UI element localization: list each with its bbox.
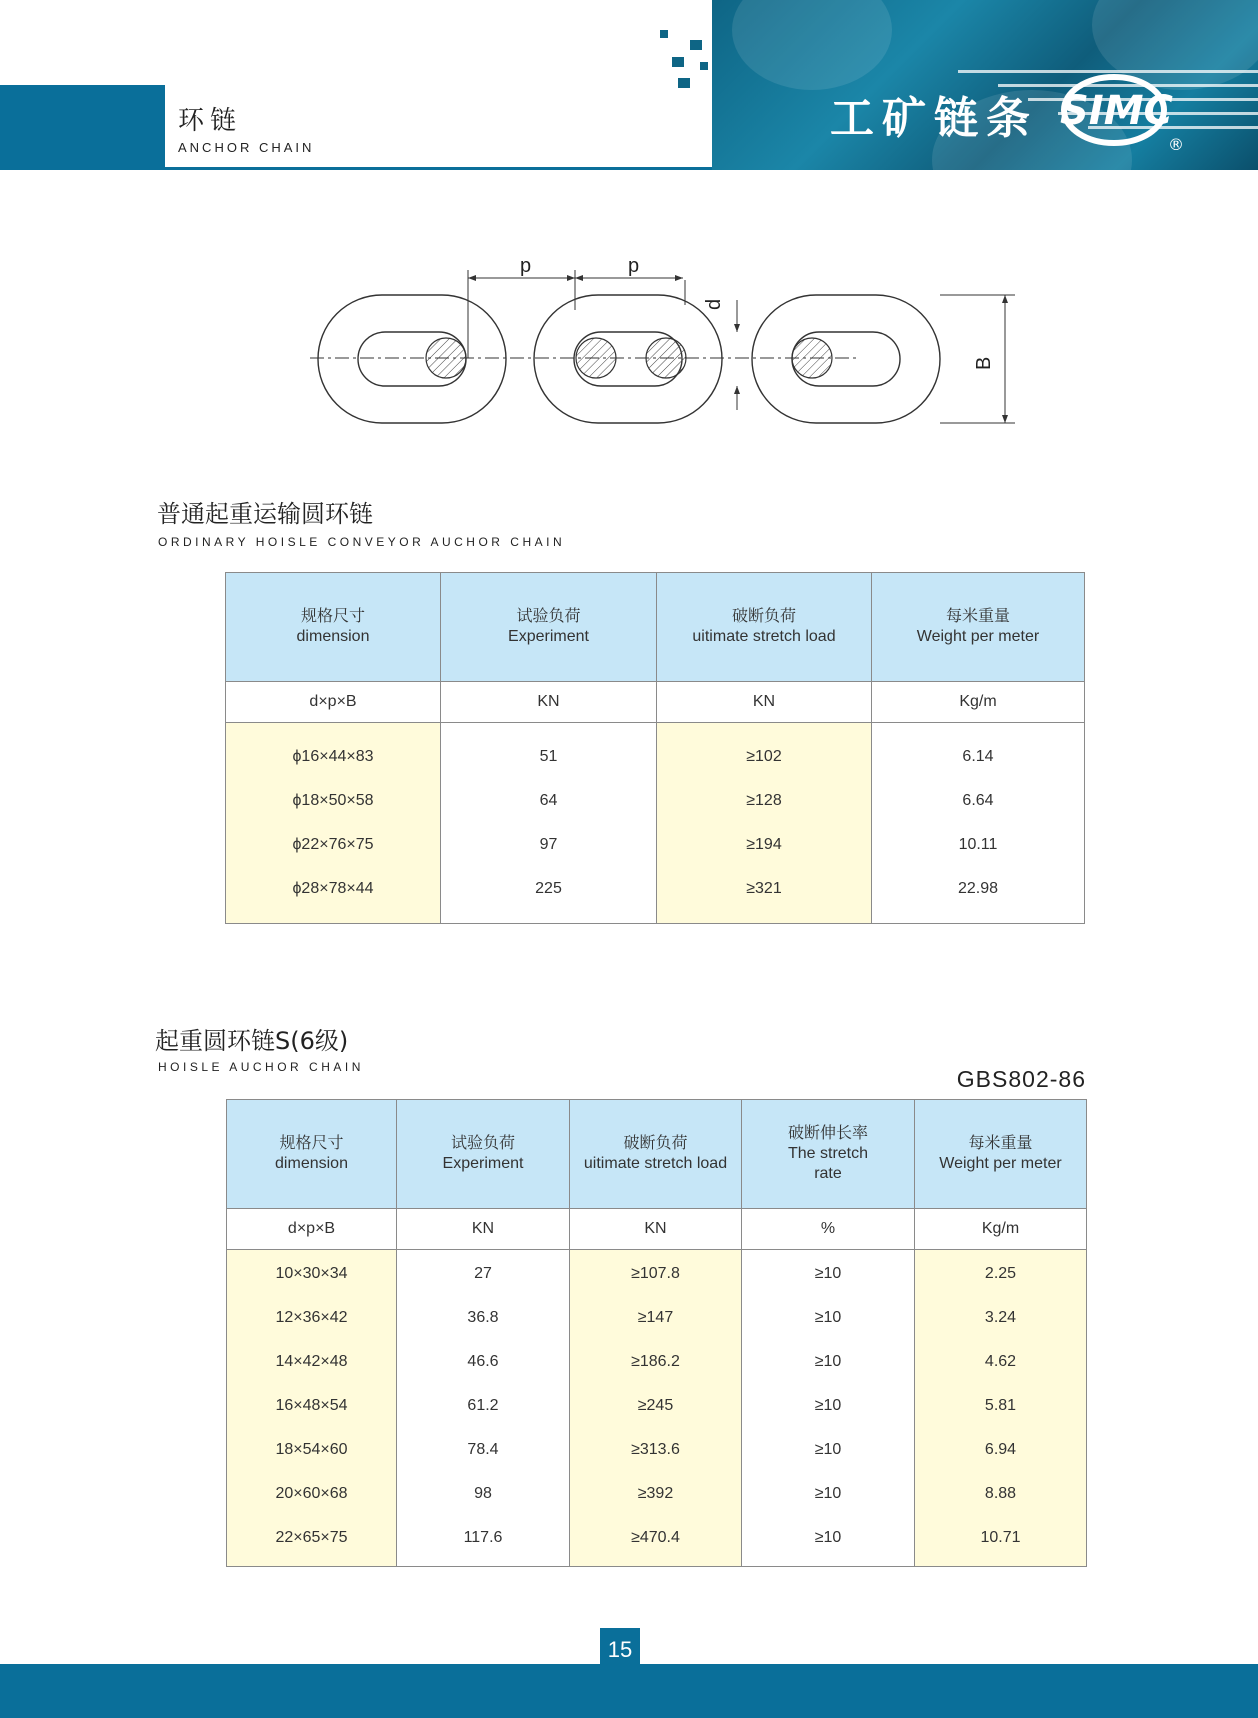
dimension-value: ϕ16×44×83 (292, 748, 374, 765)
load-value: ≥245 (637, 1397, 674, 1414)
experiment-value: 225 (535, 880, 562, 897)
experiment-value: 98 (474, 1485, 492, 1502)
header-cell: 破断负荷 uitimate stretch load (570, 1100, 742, 1209)
experiment-value: 36.8 (467, 1309, 499, 1326)
experiment-value: 64 (539, 792, 558, 809)
unit-cell: KN (441, 682, 657, 723)
table-header-row (227, 1100, 1087, 1209)
page-title-cn: 环链 (178, 106, 243, 136)
weight-value: 22.98 (957, 880, 999, 897)
decor-square (690, 40, 702, 50)
dimension-value: ϕ22×76×75 (292, 836, 374, 853)
load-value: ≥313.6 (631, 1441, 680, 1458)
experiment-value: 27 (474, 1265, 492, 1282)
load-value: ≥102 (746, 748, 782, 765)
pitch-label: p (628, 255, 640, 277)
experiment-value: 78.4 (467, 1441, 499, 1458)
weight-column (915, 1250, 1087, 1567)
experiment-value: 117.6 (463, 1529, 503, 1546)
page-title-en: ANCHOR CHAIN (178, 140, 315, 155)
weight-value: 10.11 (958, 836, 998, 853)
experiment-value: 97 (539, 836, 558, 853)
section1-subtitle: ORDINARY HOISLE CONVEYOR AUCHOR CHAIN (158, 535, 566, 549)
chain-diagram (300, 250, 1040, 440)
decor-square (678, 78, 690, 88)
table-units-row (226, 682, 1085, 723)
load-value: ≥107.8 (631, 1265, 680, 1282)
dimension-value: 16×48×54 (275, 1397, 348, 1414)
experiment-value: 61.2 (467, 1397, 499, 1414)
dimension-column (226, 723, 441, 924)
weight-value: 2.25 (984, 1265, 1017, 1282)
section2-subtitle: HOISLE AUCHOR CHAIN (158, 1060, 364, 1074)
table-data-row (226, 723, 1085, 924)
dimension-column (227, 1250, 397, 1567)
unit-cell: KN (570, 1209, 742, 1250)
weight-value: 8.88 (984, 1485, 1017, 1502)
unit-cell: % (742, 1209, 915, 1250)
experiment-value: 51 (539, 748, 558, 765)
dimension-value: 10×30×34 (275, 1265, 348, 1282)
hoisle-chain-table (226, 1099, 1087, 1567)
standard-code: GBS802-86 (956, 1066, 1086, 1092)
experiment-value: 46.6 (467, 1353, 499, 1370)
diameter-label: d (703, 298, 725, 310)
load-value: ≥128 (746, 792, 782, 809)
width-label: B (973, 356, 995, 370)
header-cell: 每米重量 Weight per meter (872, 573, 1085, 682)
unit-cell: d×p×B (227, 1209, 397, 1250)
weight-value: 6.64 (962, 792, 994, 809)
load-value: ≥321 (746, 880, 782, 897)
dimension-value: 12×36×42 (275, 1309, 348, 1326)
header-cell: 试验负荷 Experiment (397, 1100, 570, 1209)
header-cell: 规格尺寸 dimension (227, 1100, 397, 1209)
footer-bar (0, 1664, 1258, 1718)
header-left-block (0, 85, 165, 170)
load-value: ≥194 (746, 836, 782, 853)
header-cell: 试验负荷 Experiment (441, 573, 657, 682)
logo-text: SIMC (1060, 88, 1173, 134)
table-data-row (227, 1250, 1087, 1567)
load-value: ≥392 (637, 1485, 674, 1502)
weight-value: 6.94 (984, 1441, 1017, 1458)
unit-cell: KN (397, 1209, 570, 1250)
pitch-label: p (520, 255, 532, 277)
stretch-value: ≥10 (814, 1353, 842, 1370)
load-value: ≥186.2 (631, 1353, 680, 1370)
unit-cell: d×p×B (226, 682, 441, 723)
registered-mark: ® (1168, 135, 1184, 152)
stretch-column (742, 1250, 915, 1567)
unit-cell: Kg/m (872, 682, 1085, 723)
weight-value: 3.24 (984, 1309, 1017, 1326)
header-cell: 破断负荷 uitimate stretch load (657, 573, 872, 682)
dimension-value: 18×54×60 (275, 1441, 348, 1458)
brand-name: 工矿链条 (830, 93, 1038, 144)
load-value: ≥470.4 (631, 1529, 680, 1546)
weight-value: 10.71 (980, 1529, 1021, 1546)
load-column (657, 723, 872, 924)
ordinary-chain-table (225, 572, 1085, 924)
table-units-row (227, 1209, 1087, 1250)
weight-value: 5.81 (984, 1397, 1017, 1414)
page-number: 15 (600, 1628, 640, 1668)
header-cell: 破断伸长率 The stretch rate (742, 1100, 915, 1209)
dimension-value: ϕ18×50×58 (292, 792, 374, 809)
weight-value: 6.14 (962, 748, 994, 765)
dimension-value: ϕ28×78×44 (292, 880, 374, 897)
stretch-value: ≥10 (814, 1485, 842, 1502)
unit-cell: Kg/m (915, 1209, 1087, 1250)
load-value: ≥147 (637, 1309, 674, 1326)
simc-logo (1052, 72, 1192, 152)
stretch-value: ≥10 (814, 1441, 842, 1458)
stretch-value: ≥10 (814, 1309, 842, 1326)
load-column (570, 1250, 742, 1567)
decor-square (700, 62, 708, 70)
stretch-value: ≥10 (814, 1265, 842, 1282)
section2-title: 起重圆环链S(6级) (155, 1027, 349, 1055)
table-header-row (226, 573, 1085, 682)
header-cell: 每米重量 Weight per meter (915, 1100, 1087, 1209)
stretch-value: ≥10 (814, 1397, 842, 1414)
experiment-column (397, 1250, 570, 1567)
dimension-value: 22×65×75 (275, 1529, 348, 1546)
dimension-value: 14×42×48 (275, 1353, 348, 1370)
experiment-column (441, 723, 657, 924)
weight-column (872, 723, 1085, 924)
unit-cell: KN (657, 682, 872, 723)
stretch-value: ≥10 (814, 1529, 842, 1546)
decor-square (660, 30, 668, 38)
header-underline (0, 167, 782, 170)
dimension-value: 20×60×68 (275, 1485, 348, 1502)
weight-value: 4.62 (984, 1353, 1017, 1370)
decor-square (672, 57, 684, 67)
header-cell: 规格尺寸 dimension (226, 573, 441, 682)
section1-title: 普通起重运输圆环链 (157, 500, 373, 528)
